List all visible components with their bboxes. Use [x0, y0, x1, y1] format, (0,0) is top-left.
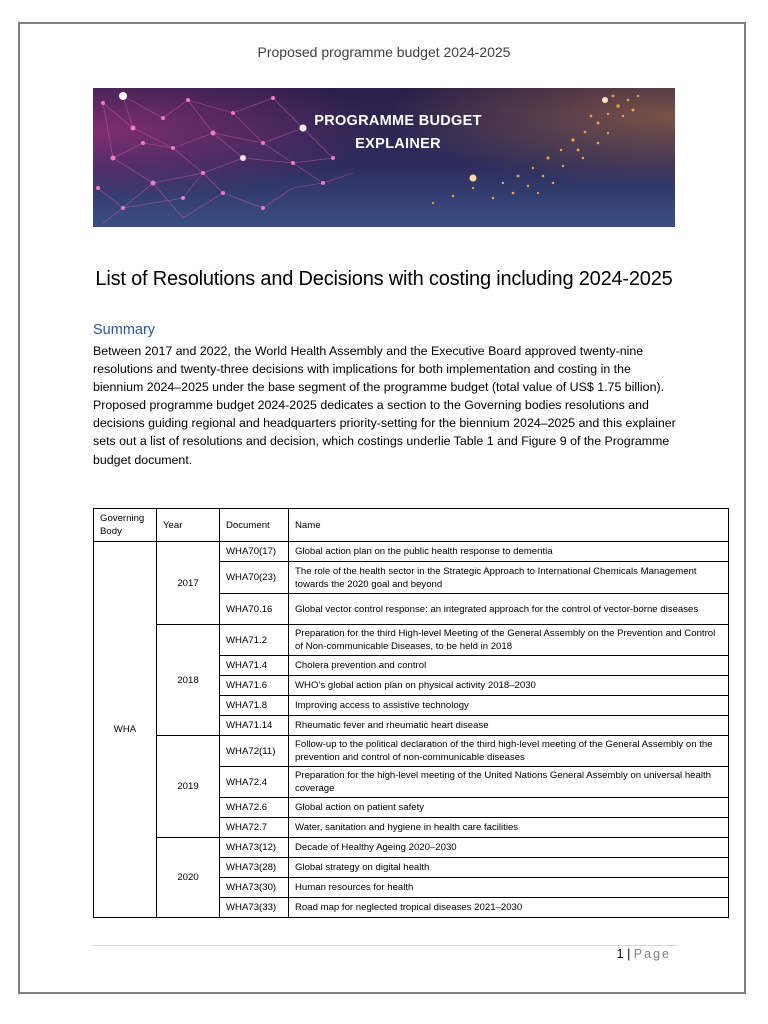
name-cell: Global action on patient safety [289, 798, 729, 818]
name-cell: The role of the health sector in the Strategic Approach to International Chemicals Management towards the 2020 goal and beyond [289, 562, 729, 594]
document-cell: WHA72.6 [220, 798, 289, 818]
name-cell: Follow-up to the political declaration of the third high-level meeting of the General Assembly on the prevention and control of non-communicable diseases [289, 736, 729, 767]
banner-image [93, 88, 675, 227]
name-cell: Global strategy on digital health [289, 858, 729, 878]
summary-heading: Summary [93, 322, 156, 338]
header-year: Year [157, 509, 220, 542]
document-cell: WHA72.4 [220, 767, 289, 798]
document-cell: WHA71.6 [220, 676, 289, 696]
table-row [94, 542, 729, 562]
name-cell: Preparation for the high-level meeting of the United Nations General Assembly on universal health coverage [289, 767, 729, 798]
banner-title [283, 110, 513, 156]
table-row [94, 736, 729, 767]
name-cell: Preparation for the third High-level Meeting of the General Assembly on the Prevention and Control of Non-communicable Diseases, to be held in 2018 [289, 625, 729, 656]
table-row [94, 625, 729, 656]
name-cell: WHO’s global action plan on physical activity 2018–2030 [289, 676, 729, 696]
name-cell: Road map for neglected tropical diseases 2021–2030 [289, 898, 729, 918]
year-cell: 2017 [157, 542, 220, 625]
document-cell: WHA72(11) [220, 736, 289, 767]
name-cell: Global action plan on the public health response to dementia [289, 542, 729, 562]
summary-paragraph: Between 2017 and 2022, the World Health Assembly and the Executive Board approved twenty-nine resolutions and twenty-three decisions with implications for both implementation and costing in the biennium 2024–2025 under the base segment of the programme budget (total value of US$ 1.75 billion). Proposed programme budget 2024-2025 dedicates a section to the Governing bodies resolutions and decisions guiding regional and headquarters priority-setting for the biennium 2024–2025 and this explainer sets out a list of resolutions and decision, which costings underlie Table 1 and Figure 9 of the Programme budget document. [93, 344, 676, 467]
document-cell: WHA70(23) [220, 562, 289, 594]
header-governing-body: Governing Body [94, 509, 157, 542]
header-document: Document [220, 509, 289, 542]
running-header: Proposed programme budget 2024-2025 [257, 44, 511, 60]
document-cell: WHA73(12) [220, 838, 289, 858]
document-cell: WHA72.7 [220, 818, 289, 838]
year-cell: 2018 [157, 625, 220, 736]
table-header-row [94, 509, 729, 542]
name-cell: Human resources for health [289, 878, 729, 898]
page-footer [617, 947, 671, 961]
name-cell: Water, sanitation and hygiene in health care facilities [289, 818, 729, 838]
document-cell: WHA71.2 [220, 625, 289, 656]
page-label: Page [633, 947, 671, 961]
governing-body-cell: WHA [94, 542, 157, 918]
document-cell: WHA71.8 [220, 696, 289, 716]
name-cell: Global vector control response: an integrated approach for the control of vector-borne diseases [289, 594, 729, 625]
name-cell: Cholera prevention and control [289, 656, 729, 676]
document-cell: WHA73(28) [220, 858, 289, 878]
page-separator: | [627, 947, 631, 961]
year-cell: 2020 [157, 838, 220, 918]
name-cell: Improving access to assistive technology [289, 696, 729, 716]
name-cell: Decade of Healthy Ageing 2020–2030 [289, 838, 729, 858]
resolutions-table [93, 508, 729, 918]
document-cell: WHA70(17) [220, 542, 289, 562]
document-title: List of Resolutions and Decisions with costing including 2024-2025 [95, 268, 673, 290]
document-cell: WHA73(33) [220, 898, 289, 918]
year-cell: 2019 [157, 736, 220, 838]
document-cell: WHA73(30) [220, 878, 289, 898]
document-cell: WHA70.16 [220, 594, 289, 625]
name-cell: Rheumatic fever and rheumatic heart disease [289, 716, 729, 736]
table-row [94, 838, 729, 858]
document-cell: WHA71.14 [220, 716, 289, 736]
footer-divider [92, 945, 678, 946]
header-name: Name [289, 509, 729, 542]
network-graphic [93, 88, 675, 227]
banner-title-line1: PROGRAMME BUDGET [314, 113, 482, 129]
banner-title-line2: EXPLAINER [355, 136, 441, 152]
page-number: 1 [616, 947, 624, 961]
document-cell: WHA71.4 [220, 656, 289, 676]
